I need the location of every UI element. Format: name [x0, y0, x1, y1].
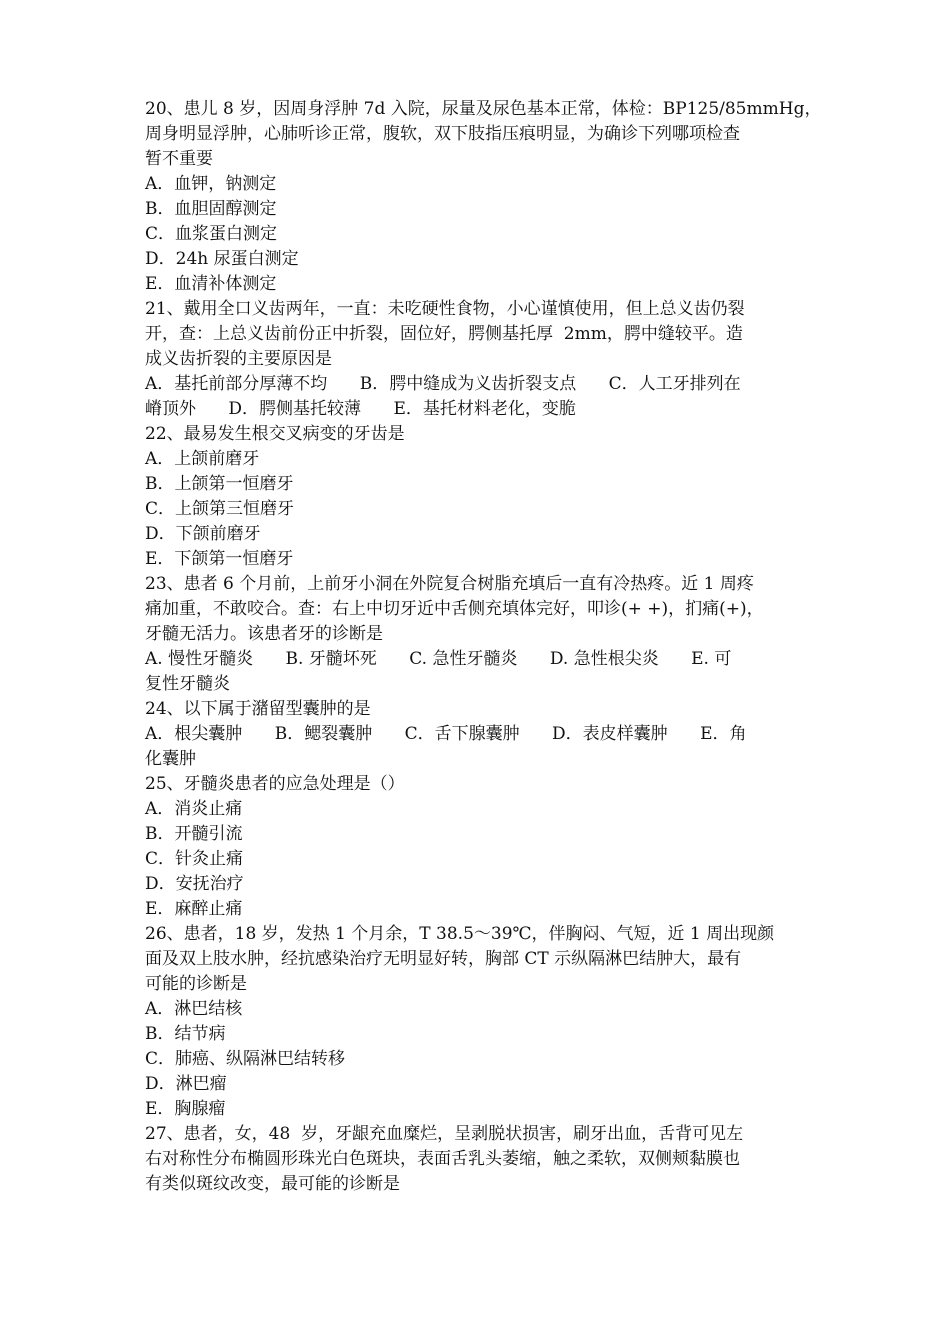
question-block [145, 772, 815, 922]
answer-option: 嵴顶外 D．腭侧基托较薄 E．基托材料老化，变脆 [145, 399, 576, 419]
answer-option: B．血胆固醇测定 [145, 199, 277, 219]
question-text-line: 可能的诊断是 [145, 974, 247, 994]
question-block [145, 422, 815, 572]
answer-option: E．麻醉止痛 [145, 899, 243, 919]
question-text-line: 成义齿折裂的主要原因是 [145, 349, 332, 369]
answer-option: C．针灸止痛 [145, 849, 244, 869]
answer-option: A. 慢性牙髓炎 B. 牙髓坏死 C. 急性牙髓炎 D. 急性根尖炎 E. 可 [145, 649, 732, 669]
answer-option: 化囊肿 [145, 749, 196, 769]
question-block [145, 97, 822, 297]
question-text-line: 21、戴用全口义齿两年，一直：未吃硬性食物，小心谨慎使用，但上总义齿仍裂 [145, 299, 745, 319]
answer-option: E．胸腺瘤 [145, 1099, 226, 1119]
question-block [145, 922, 815, 1122]
answer-option: D．淋巴瘤 [145, 1074, 227, 1094]
question-text-line: 26、患者，18 岁，发热 1 个月余，T 38.5～39℃，伴胸闷、气短，近 1 周出现颜 [145, 924, 775, 944]
question-text-line: 20、患儿 8 岁，因周身浮肿 7d 入院，尿量及尿色基本正常，体检：BP125/85mmHg， [145, 99, 822, 119]
answer-option: E．血清补体测定 [145, 274, 277, 294]
answer-option: B．开髓引流 [145, 824, 243, 844]
answer-option: A．基托前部分厚薄不均 B．腭中缝成为义齿折裂支点 C．人工牙排列在 [145, 374, 741, 394]
question-text-line: 周身明显浮肿，心肺听诊正常，腹软，双下肢指压痕明显，为确诊下列哪项检查 [145, 124, 740, 144]
question-block [145, 572, 815, 697]
answer-option: A．上颌前磨牙 [145, 449, 260, 469]
answer-option: A．根尖囊肿 B．鳃裂囊肿 C．舌下腺囊肿 D．表皮样囊肿 E．角 [145, 724, 747, 744]
answer-option: A．淋巴结核 [145, 999, 243, 1019]
question-text-line: 暂不重要 [145, 149, 213, 169]
question-block [145, 297, 815, 422]
question-text-line: 22、最易发生根交叉病变的牙齿是 [145, 424, 405, 444]
answer-option: D．24h 尿蛋白测定 [145, 249, 299, 269]
question-text-line: 痛加重，不敢咬合。查：右上中切牙近中舌侧充填体完好，叩诊(+ +)，扪痛(+)， [145, 599, 764, 619]
answer-option: C．上颌第三恒磨牙 [145, 499, 295, 519]
answer-option: D．下颌前磨牙 [145, 524, 261, 544]
question-text-line: 牙髓无活力。该患者牙的诊断是 [145, 624, 383, 644]
question-block [145, 1122, 815, 1197]
answer-option: 复性牙髓炎 [145, 674, 230, 694]
question-text-line: 24、以下属于潴留型囊肿的是 [145, 699, 371, 719]
question-text-line: 开，查：上总义齿前份正中折裂，固位好，腭侧基托厚 2mm，腭中缝较平。造 [145, 324, 743, 344]
answer-option: B．上颌第一恒磨牙 [145, 474, 294, 494]
question-text-line: 有类似斑纹改变，最可能的诊断是 [145, 1174, 400, 1194]
question-text-line: 面及双上肢水肿，经抗感染治疗无明显好转，胸部 CT 示纵隔淋巴结肿大，最有 [145, 949, 742, 969]
question-block [145, 697, 815, 772]
answer-option: B．结节病 [145, 1024, 226, 1044]
document-body [145, 97, 822, 1197]
question-text-line: 23、患者 6 个月前，上前牙小洞在外院复合树脂充填后一直有冷热疼。近 1 周疼 [145, 574, 754, 594]
answer-option: A．消炎止痛 [145, 799, 243, 819]
question-text-line: 右对称性分布椭圆形珠光白色斑块，表面舌乳头萎缩，触之柔软，双侧颊黏膜也 [145, 1149, 740, 1169]
question-text-line: 27、患者，女，48 岁，牙龈充血糜烂，呈剥脱状损害，刷牙出血，舌背可见左 [145, 1124, 744, 1144]
answer-option: C．血浆蛋白测定 [145, 224, 278, 244]
answer-option: E．下颌第一恒磨牙 [145, 549, 294, 569]
question-text-line: 25、牙髓炎患者的应急处理是（） [145, 774, 405, 794]
answer-option: D．安抚治疗 [145, 874, 244, 894]
answer-option: C．肺癌、纵隔淋巴结转移 [145, 1049, 346, 1069]
answer-option: A．血钾，钠测定 [145, 174, 277, 194]
